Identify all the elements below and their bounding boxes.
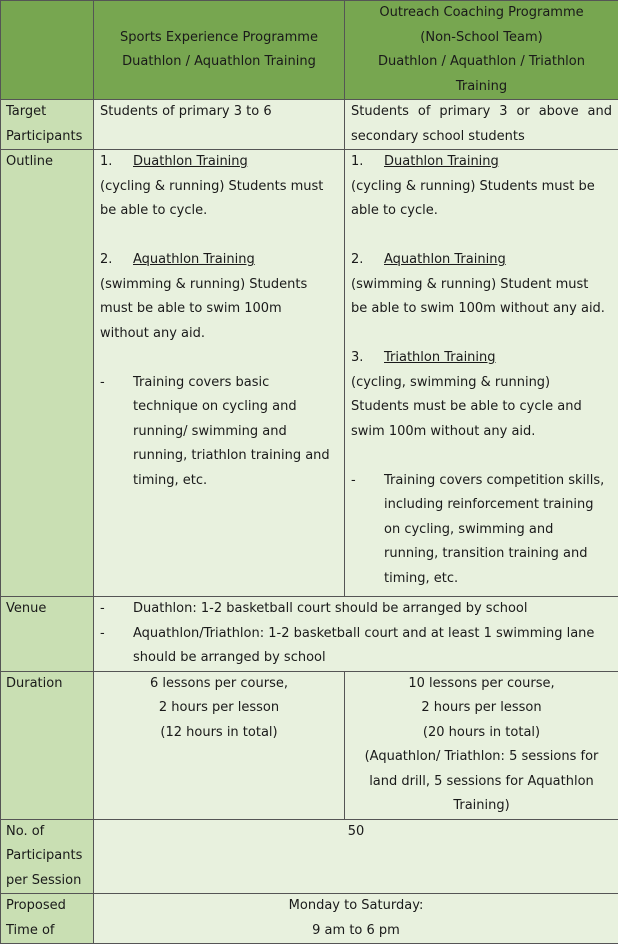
outline-col3: 1. Duathlon Training (cycling & running) Students must be able to cycle. 2. Aquathlon Training (swimming & running) Student must be able to swim 100m without any aid. 3. Triathlon Training (cycling, swimming & running) Students must be able to cycle and swim 100m without any aid. - Training covers competition skills, including reinforcement training on cycling, swimming and running, transition training and timing, etc. <box>345 150 618 597</box>
participants-label: No. of Participants per Session <box>1 819 94 894</box>
bullet-item: - Training covers basic technique on cycling and running/ swimming and running, triathlon training and timing, etc. <box>100 371 338 494</box>
outline-row <box>1 150 618 597</box>
time-label: Proposed Time of <box>1 894 94 944</box>
outline-label: Outline <box>1 150 94 597</box>
bullet-item: - Aquathlon/Triathlon: 1-2 basketball court and at least 1 swimming lane should be arranged by school <box>100 622 612 671</box>
list-item: 1. Duathlon Training <box>351 150 612 175</box>
duration-col2: 6 lessons per course, 2 hours per lesson (12 hours in total) <box>94 671 345 819</box>
duration-label: Duration <box>1 671 94 819</box>
target-col3: Students of primary 3 or above and secondary school students <box>345 100 618 150</box>
participants-row <box>1 819 618 894</box>
target-label: Target Participants <box>1 100 94 150</box>
venue-label: Venue <box>1 597 94 672</box>
time-row <box>1 894 618 944</box>
venue-content <box>94 597 618 672</box>
bullet-item: - Training covers competition skills, including reinforcement training on cycling, swimming and running, transition training and timing, etc. <box>351 469 612 592</box>
venue-row <box>1 597 618 672</box>
duration-row <box>1 671 618 819</box>
list-item: 2. Aquathlon Training <box>100 248 338 273</box>
header-outreach-coaching: Outreach Coaching Programme (Non-School Team) Duathlon / Aquathlon / Triathlon Training <box>345 1 618 100</box>
list-item: 1. Duathlon Training <box>100 150 338 175</box>
time-value: Monday to Saturday: 9 am to 6 pm <box>94 894 618 944</box>
list-item: 2. Aquathlon Training <box>351 248 612 273</box>
header-sports-experience: Sports Experience Programme Duathlon / Aquathlon Training <box>94 1 345 100</box>
header-empty-cell <box>1 1 94 100</box>
list-item: 3. Triathlon Training <box>351 346 612 371</box>
participants-value: 50 <box>94 819 618 894</box>
target-row <box>1 100 618 150</box>
header-row <box>1 1 618 100</box>
target-col2: Students of primary 3 to 6 <box>94 100 345 150</box>
duration-col3: 10 lessons per course, 2 hours per lesson (20 hours in total) (Aquathlon/ Triathlon: 5 sessions for land drill, 5 sessions for Aquathlon Training) <box>345 671 618 819</box>
outline-col2: 1. Duathlon Training (cycling & running) Students must be able to cycle. 2. Aquathlon Training (swimming & running) Students must be able to swim 100m without any aid. - Training covers basic technique on cycling and running/ swimming and running, triathlon training and timing, etc. <box>94 150 345 597</box>
bullet-item: - Duathlon: 1-2 basketball court should be arranged by school <box>100 597 612 622</box>
